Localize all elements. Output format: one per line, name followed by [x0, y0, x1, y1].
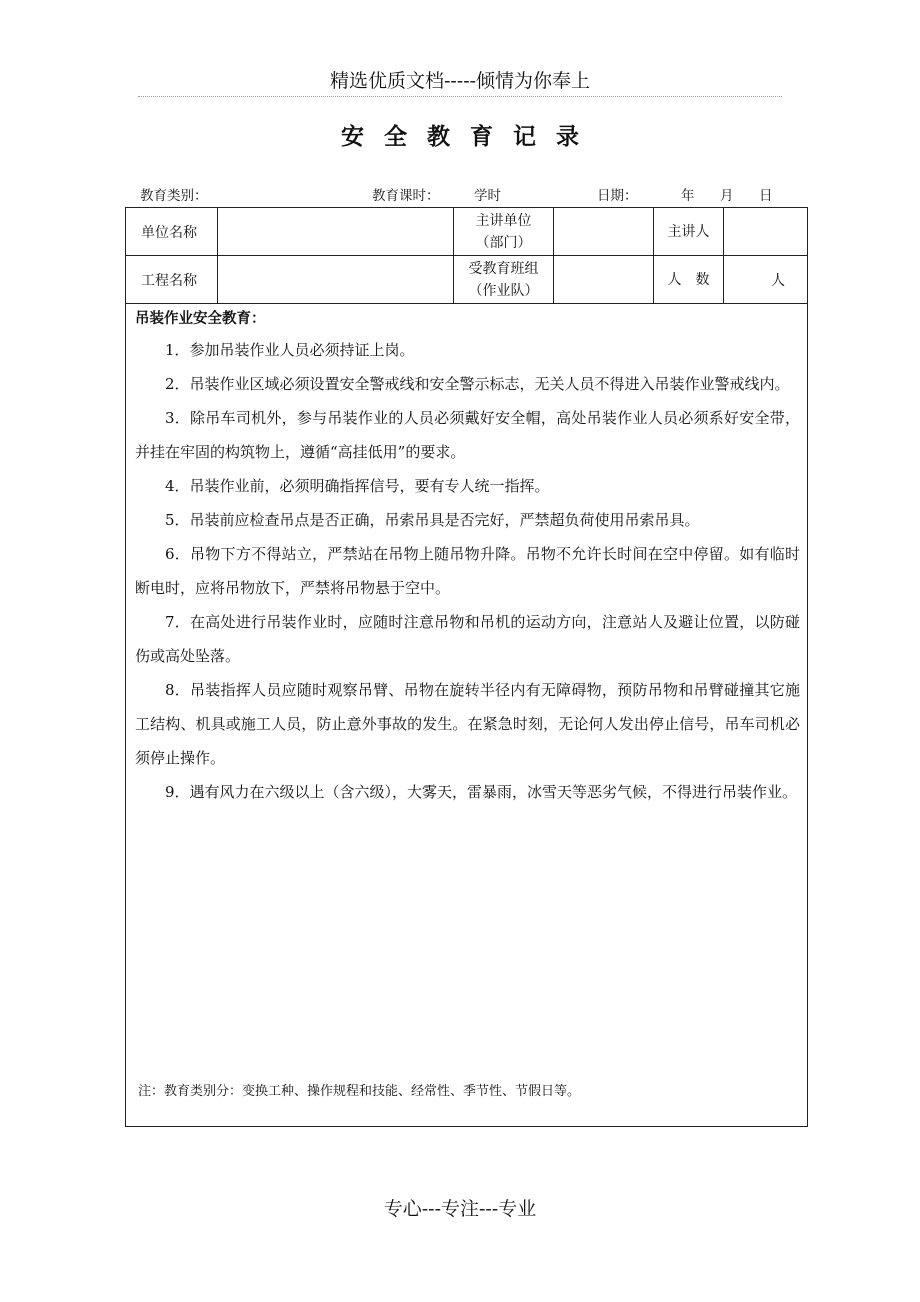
list-item: 3．除吊车司机外，参与吊装作业的人员必须戴好安全帽，高处吊装作业人员必须系好安全带，并挂在牢固的构筑物上，遵循“高挂低用”的要求。	[135, 409, 800, 461]
unit-name-value	[218, 208, 454, 256]
team-value	[554, 256, 654, 304]
list-item: 7．在高处进行吊装作业时，应随时注意吊物和吊机的运动方向，注意站人及避让位置，以防碰伤或高处坠落。	[135, 613, 800, 665]
date-day: 日	[759, 188, 773, 204]
list-item: 6．吊物下方不得站立，严禁站在吊物上随吊物升降。吊物不允许长时间在空中停留。如有临时断电时，应将吊物放下，严禁将吊物悬于空中。	[135, 545, 800, 597]
team-label: 受教育班组 （作业队）	[454, 256, 554, 304]
document-title: 安全教育记录	[341, 124, 599, 150]
table-row-project	[126, 256, 808, 304]
page-header	[138, 66, 782, 97]
lecture-unit-label: 主讲单位 （部门）	[454, 208, 554, 256]
education-record-table	[125, 207, 808, 1127]
page-footer-text: 专心---专注---专业	[383, 1198, 537, 1220]
table-row-unit	[126, 208, 808, 256]
hours-unit: 学时	[474, 188, 501, 204]
list-item: 2．吊装作业区域必须设置安全警戒线和安全警示标志，无关人员不得进入吊装作业警戒线内。	[165, 375, 790, 393]
list-item: 9．遇有风力在六级以上（含六级），大雾天，雷暴雨，冰雪天等恶劣气候，不得进行吊装作业。	[165, 783, 798, 801]
date-year: 年	[681, 188, 695, 204]
list-item: 8．吊装指挥人员应随时观察吊臂、吊物在旋转半径内有无障碍物，预防吊物和吊臂碰撞其它施工结构、机具或施工人员，防止意外事故的发生。在紧急时刻，无论何人发出停止信号，吊车司机必须停止操作。	[135, 681, 800, 767]
category-label: 教育类别：	[140, 188, 208, 204]
date-month: 月	[720, 188, 734, 204]
page-header-text: 精选优质文档-----倾情为你奉上	[329, 70, 591, 92]
list-item: 4．吊装作业前，必须明确指挥信号，要有专人统一指挥。	[165, 477, 550, 495]
unit-name-label: 单位名称	[126, 208, 218, 256]
list-item: 5．吊装前应检查吊点是否正确，吊索吊具是否完好，严禁超负荷使用吊索吊具。	[165, 511, 700, 529]
headcount-label: 人 数	[654, 256, 724, 304]
page-footer	[0, 1194, 920, 1224]
lecturer-value	[724, 208, 808, 256]
hours-label: 教育课时：	[372, 188, 440, 204]
lecture-unit-value	[554, 208, 654, 256]
project-name-value	[218, 256, 454, 304]
education-content	[126, 304, 808, 1127]
headcount-unit: 人	[724, 256, 808, 304]
lecturer-label: 主讲人	[654, 208, 724, 256]
table-row-content	[126, 304, 808, 1127]
date-label: 日期：	[597, 188, 638, 204]
section-title: 吊装作业安全教育：	[135, 311, 266, 327]
list-item: 1．参加吊装作业人员必须持证上岗。	[165, 341, 415, 359]
footnote: 注：教育类别分：变换工种、操作规程和技能、经常性、季节性、节假日等。	[138, 1084, 581, 1099]
project-name-label: 工程名称	[126, 256, 218, 304]
